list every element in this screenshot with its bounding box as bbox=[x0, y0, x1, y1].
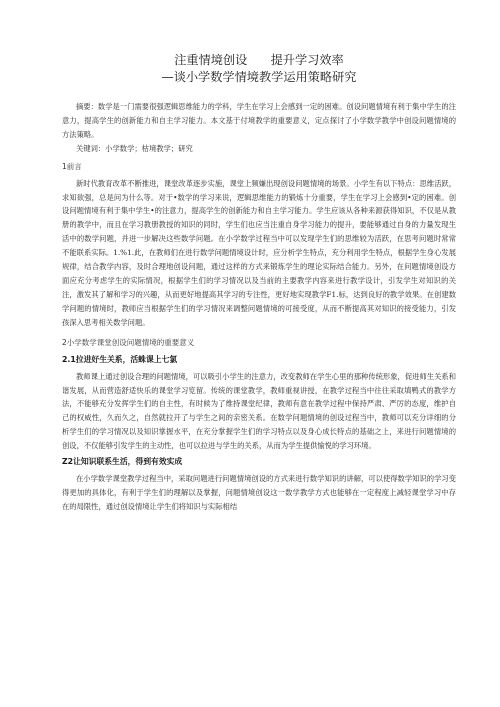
paper-subtitle: —谈小学数学情境教学运用策略研究 bbox=[161, 70, 357, 84]
section-1-paragraph: 新时代教育改革不断推进，课堂改革逐步实施，课堂上频嫌出现创设问题情境的场景。小学生有以下特点：思维活跃，求知欲强，总是问为什么等。对于•数学的学习来说，逻辑思维能力的锻炼十分重要，学生在学习上会感到•定的困难。创设问题情境有利于集中学生•的注意力，提高学生的创新能力和自主学习能力。学生应该从各种来源获得知识，不仅是从教册的教学中，而且在学习教册教授的知识的同时，学生们也应当注重自身学习能力的提升，要能够通过自身的力量发现生活中的数学问题，并进一步解决这些数学问题。在小学数学过程当中可以发现学生们的思维较为活跃，在思考问题时常常不能联系实际。1.%1.此，在教师们在进行数学问题情境设计时，应分析学生特点，充分利用学生特点，根据学生身心发展规律，结合教学内容，及时合理地创设问题，通过这样的方式来锻炼学生的理论实际结合能力。另外，在问题情境创设方面应充分考虑学生的实际情况，根据学生们的学习情况以及当前的主要教学内容来进行教学设计，引发学生对知识的关注，激发其了解和学习的兴趣，从而更好地提高其学习的专注性，更好地实现教学F1.标，达到良好的教学效果。在创建数学问题的情境时，教师应当根据学生们的学习情况来调整问题情境的可接受度，从而不断提高其对知识的接受能力，引发孩深入思考相关数学问题。 bbox=[62, 178, 456, 327]
section-2-1-paragraph: 教师课上通过创设合理的问题情境，可以吸引小学生的注意力，改变教师在学生心里的那种传统形象，促进师生关系和谐发展，从而营造舒适快乐的课堂学习览留。传统的课堂教学，教师重视讲授，在教学过程当中往往采取填鸭式的教学方法，不能够充分发挥学生们的自主性，有时候为了维持课堂纪律，教师有意在教学过程中保持严肃、严厉的态度，维护自己的权威性，久而久之，自然就拉开了与学生之间的亲密关系。在数学问题情境的创设过程当中，教师可以充分详细的分析学生们的学习情况以及知识掌握水平，在充分掌握学生们的学习特点以及身心成长特点的基础之上，来进行问题情境的创设，不仅能够引发学生的主动性，也可以拉进与学生的关系，从而为学生提供愉悦的学习环境。 bbox=[62, 371, 456, 451]
section-1-heading: 1前言 bbox=[62, 161, 82, 171]
paper-title: 注重情境创设 提升学习效率 bbox=[174, 53, 344, 67]
keywords: 关键词：小学数学；枯境教学；研究 bbox=[76, 143, 193, 153]
section-2-2-paragraph: 在小学数学课堂教学过程当中，采取问题进行问题情境创设的方式来进行数学知识的讲解，可以使得数学知识的学习变得更加的具体化，有利于学生们的理解以及掌握，问题情境创设这一数学教学方式也能够在一定程度上减轻课堂学习中存在的局限性，通过创设情境让学生们将知识与实际相结 bbox=[62, 474, 456, 511]
document-page bbox=[62, 52, 456, 514]
section-2-1-heading: 2.1拉进好生关系，活蛛课上七氯 bbox=[62, 354, 178, 364]
section-2-2-heading: Z2让知识联系生活，得到有效实成 bbox=[62, 457, 183, 467]
section-2-heading: 2小学数学课堂创设问题情境的重要意义 bbox=[62, 337, 195, 347]
abstract: 摘要：数学是一门需要很强逻辑思维能力的学科，学生在学习上会感到一定的困难。创设问题情境有利于集中学生的注意力，提高学生的创新能力和自主学习能力。本文基于付境教学的重要意义，定点探讨了小学数学教学中创设问题情境的方法策略。 bbox=[62, 102, 456, 139]
